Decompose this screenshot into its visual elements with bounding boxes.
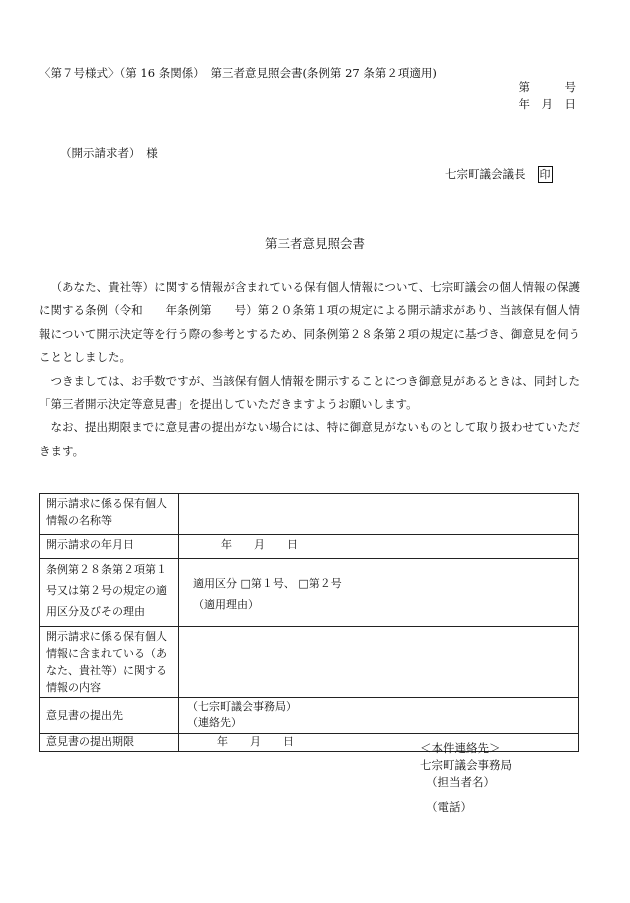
info-table (39, 493, 579, 752)
row-label: 条例第２８条第２項第１号又は第２号の規定の適用区分及びその理由 (40, 559, 179, 627)
row-label: 開示請求に係る保有個人情報の名称等 (40, 494, 179, 535)
document-date: 年 月 日 (518, 97, 576, 111)
form-label: 〈第７号様式〉（第 16 条関係） 第三者意見照会書(条例第 27 条第２項適用) (39, 66, 437, 80)
row-value (179, 494, 579, 535)
row-value: 年 月 日 (217, 735, 294, 749)
contact-phone: （電話） (426, 800, 472, 814)
body-text (39, 276, 580, 463)
body-paragraph-3: なお、提出期限までに意見書の提出がない場合には、特に御意見がないものとして取り扱わせていただきます。 (39, 420, 580, 458)
contact-office: 七宗町議会事務局 (420, 758, 512, 772)
row-label: 意見書の提出先 (40, 698, 179, 734)
row-value (179, 627, 579, 698)
row-label: 意見書の提出期限 (40, 734, 179, 752)
row-label: 開示請求の年月日 (40, 535, 179, 559)
table-row (40, 698, 579, 734)
row-value: 適用区分 □第１号、 □第２号 (193, 577, 342, 590)
document-number: 第 号 (518, 80, 576, 94)
sender (445, 166, 553, 183)
contact-heading: ＜本件連絡先＞ (420, 741, 501, 755)
row-label: 開示請求に係る保有個人情報に含まれている（あなた、貴社等）に関する情報の内容 (40, 627, 179, 698)
row-value: 年 月 日 (221, 538, 298, 551)
document-title: 第三者意見照会書 (264, 236, 365, 251)
sender-name: 七宗町議会議長 (445, 167, 526, 181)
contact-person: （担当者名） (426, 775, 495, 789)
row-value-2: （適用理由） (193, 598, 259, 612)
table-row (40, 535, 579, 559)
contact-block (420, 740, 590, 816)
row-value: （七宗町議会事務局） (187, 700, 297, 714)
addressee: （開示請求者） 様 (60, 146, 158, 160)
body-paragraph-1: （あなた、貴社等）に関する情報が含まれている保有個人情報について、七宗町議会の個人情報の保護に関する条例（令和 年条例第 号）第２０条第１項の規定による開示請求があり、当該保有個人情報について開示決定等を行う際の参考とするため、同条例第２８条第２項の規定に基づき、御意見を伺うこととしました。 (39, 280, 580, 365)
table-row (40, 559, 579, 627)
table-row (40, 494, 579, 535)
row-value-2: （連絡先） (187, 716, 242, 730)
body-paragraph-2: つきましては、お手数ですが、当該保有個人情報を開示することにつき御意見があるときは、同封した「第三者開示決定等意見書」を提出していただきますようお願いします。 (39, 373, 580, 412)
seal-box: 印 (539, 168, 551, 181)
table-row (40, 627, 579, 698)
